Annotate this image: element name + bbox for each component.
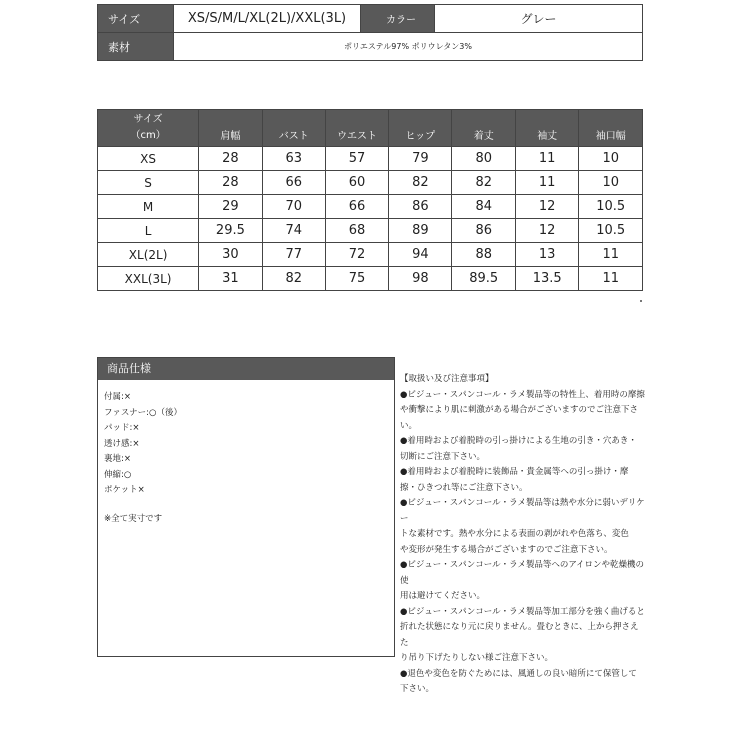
size-cell: 66 <box>262 171 325 195</box>
size-cell: 29.5 <box>199 219 262 243</box>
care-title: 【取扱い及び注意事項】 <box>400 374 494 384</box>
size-cell: 89 <box>389 219 452 243</box>
care-line: トな素材です。熱や水分による表面の剥がれや色落ち、変色 <box>400 529 629 539</box>
size-header-label: サイズ <box>133 114 163 125</box>
care-line: や衝撃により肌に刺激がある場合がございますのでご注意下さ <box>400 405 639 415</box>
col-header-shoulder: 肩幅 <box>199 110 262 147</box>
care-line: 切断にご注意下さい。 <box>400 451 486 462</box>
care-line: ●退色や変色を防ぐためには、風通しの良い暗所にて保管して <box>400 668 637 679</box>
spec-list <box>98 380 394 499</box>
col-header-bust: バスト <box>262 110 325 147</box>
size-cell: 10.5 <box>579 219 643 243</box>
size-cell: 31 <box>199 267 262 291</box>
size-cell: 75 <box>325 267 388 291</box>
size-cell: 30 <box>199 243 262 267</box>
care-line: ●ビジュー・スパンコール・ラメ製品等の特性上、着用時の摩擦 <box>400 389 645 400</box>
care-line: ●ビジュー・スパンコール・ラメ製品等へのアイロンや乾燥機の使 <box>400 560 645 586</box>
care-line: り吊り下げたりしない様ご注意下さい。 <box>400 653 554 663</box>
size-row-label: XS <box>98 147 199 171</box>
size-cell: 57 <box>325 147 388 171</box>
size-cell: 11 <box>515 171 578 195</box>
size-row <box>98 243 643 267</box>
size-cell: 28 <box>199 147 262 171</box>
size-cell: 10 <box>579 147 643 171</box>
care-lines <box>400 388 646 698</box>
size-cell: 68 <box>325 219 388 243</box>
size-row-label: S <box>98 171 199 195</box>
size-row <box>98 267 643 291</box>
product-spec-box <box>97 357 395 657</box>
product-info-table <box>97 4 643 61</box>
size-cell: 88 <box>452 243 515 267</box>
care-line: 下さい。 <box>400 684 435 694</box>
size-cell: 86 <box>389 195 452 219</box>
spec-note: ※全て実寸です <box>104 513 163 524</box>
col-header-length: 着丈 <box>452 110 515 147</box>
spec-item: パッド:× <box>104 423 140 433</box>
care-line: ●着用時および着脱時に装飾品・貴金属等への引っ掛け・摩 <box>400 467 629 477</box>
size-cell: 60 <box>325 171 388 195</box>
size-cell: 79 <box>389 147 452 171</box>
size-cell: 13.5 <box>515 267 578 291</box>
color-value: グレー <box>435 5 643 33</box>
col-header-sleeve: 袖丈 <box>515 110 578 147</box>
size-row-label: XL(2L) <box>98 243 199 267</box>
size-cell: 63 <box>262 147 325 171</box>
col-header-waist: ウエスト <box>325 110 388 147</box>
size-cell: 70 <box>262 195 325 219</box>
size-cell: 94 <box>389 243 452 267</box>
size-cell: 12 <box>515 195 578 219</box>
col-header-hip: ヒップ <box>389 110 452 147</box>
size-cell: 10 <box>579 171 643 195</box>
material-label: 素材 <box>98 33 174 61</box>
spec-item: 裏地:× <box>104 454 131 464</box>
size-cell: 28 <box>199 171 262 195</box>
size-row-label: M <box>98 195 199 219</box>
care-line: い。 <box>400 420 418 431</box>
spec-item: ファスナー:○（後） <box>104 407 182 418</box>
size-header-unit: （cm） <box>130 130 166 141</box>
care-line: 擦・ひきつれ等にご注意下さい。 <box>400 482 528 493</box>
spec-title: 商品仕様 <box>98 358 394 380</box>
care-line: ●ビジュー・スパンコール・ラメ製品等は熱や水分に弱いデリケー <box>400 498 645 524</box>
material-row <box>98 33 643 61</box>
size-cell: 66 <box>325 195 388 219</box>
size-row-label: L <box>98 219 199 243</box>
spec-item: 透け感:× <box>104 438 140 449</box>
size-cell: 74 <box>262 219 325 243</box>
size-cell: 84 <box>452 195 515 219</box>
size-cell: 11 <box>515 147 578 171</box>
size-cell: 89.5 <box>452 267 515 291</box>
size-cell: 82 <box>389 171 452 195</box>
size-cell: 80 <box>452 147 515 171</box>
size-cell: 82 <box>452 171 515 195</box>
spec-item: ポケット× <box>104 485 145 495</box>
size-cell: 72 <box>325 243 388 267</box>
size-value: XS/S/M/L/XL(2L)/XXL(3L) <box>174 5 361 33</box>
care-line: や変形が発生する場合がございますのでご注意下さい。 <box>400 544 613 555</box>
care-notes <box>400 372 646 698</box>
size-cell: 12 <box>515 219 578 243</box>
size-chart-header-row <box>98 110 643 147</box>
stray-dot <box>640 300 642 302</box>
size-label: サイズ <box>98 5 174 33</box>
spec-item: 伸縮:○ <box>104 469 132 480</box>
size-cell: 77 <box>262 243 325 267</box>
size-row <box>98 219 643 243</box>
material-value: ポリエステル97% ポリウレタン3% <box>174 33 643 61</box>
size-row <box>98 171 643 195</box>
spec-item: 付属:× <box>104 392 131 402</box>
care-line: ●着用時および着脱時の引っ掛けによる生地の引き・穴あき・ <box>400 436 637 446</box>
care-line: 用は避けてください。 <box>400 591 486 601</box>
size-chart-table <box>97 109 643 291</box>
size-row-label: XXL(3L) <box>98 267 199 291</box>
size-cell: 98 <box>389 267 452 291</box>
size-cell: 13 <box>515 243 578 267</box>
size-row <box>98 195 643 219</box>
size-cell: 29 <box>199 195 262 219</box>
size-cell: 11 <box>579 243 643 267</box>
size-chart-corner-header <box>98 110 199 147</box>
size-row <box>98 147 643 171</box>
col-header-cuff: 袖口幅 <box>579 110 643 147</box>
size-color-row <box>98 5 643 33</box>
care-line: 折れた状態になり元に戻りません。畳むときに、上から押さえた <box>400 622 639 648</box>
care-line: ●ビジュー・スパンコール・ラメ製品等加工部分を強く曲げると <box>400 606 645 617</box>
size-chart-body <box>98 147 643 291</box>
size-cell: 82 <box>262 267 325 291</box>
size-cell: 11 <box>579 267 643 291</box>
size-cell: 86 <box>452 219 515 243</box>
size-cell: 10.5 <box>579 195 643 219</box>
color-label: カラー <box>361 5 435 33</box>
